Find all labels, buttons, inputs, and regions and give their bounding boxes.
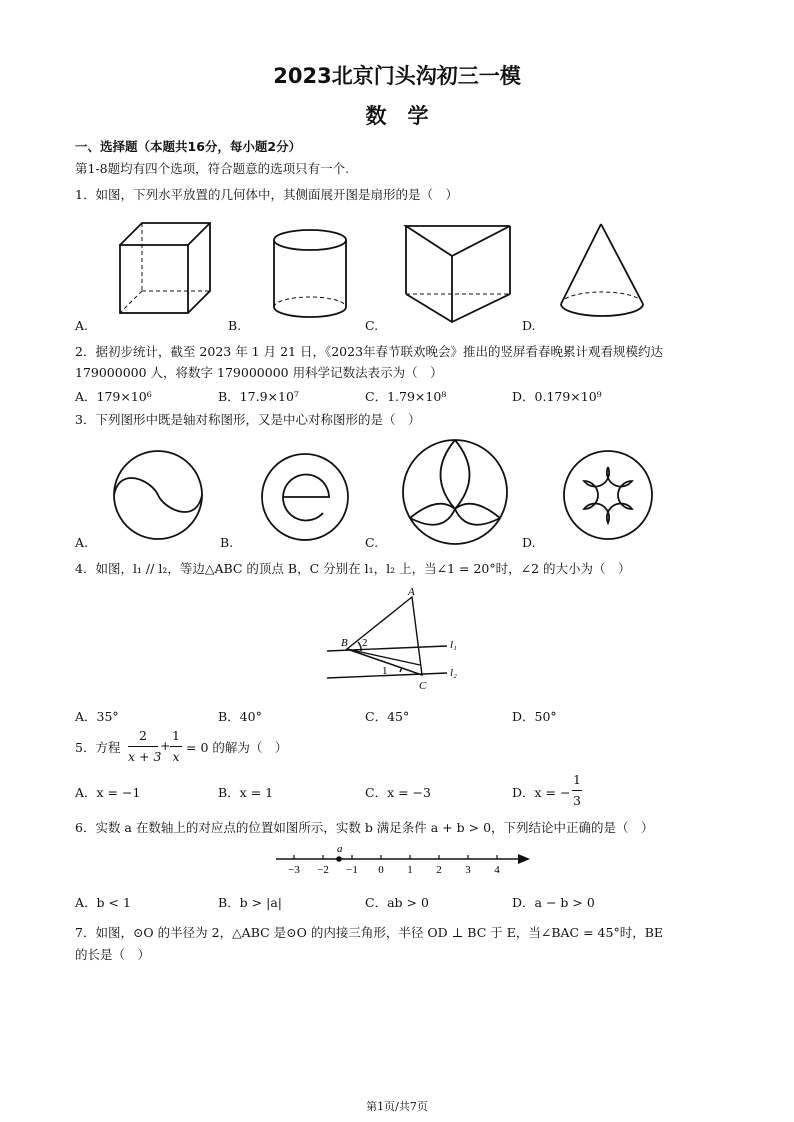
question-7-stem-line2: 的长是（ ） [75, 947, 151, 962]
q6-tick-label: 1 [407, 864, 413, 876]
q4-option-b[interactable]: B．40° [218, 709, 262, 724]
question-5-prefix: 5．方程 [75, 740, 121, 755]
q5-fraction2-denominator: x [172, 749, 180, 764]
q6-tick-label: −3 [288, 864, 300, 876]
q3-option-b[interactable]: B. [220, 535, 234, 550]
q6-tick-label: −2 [317, 864, 329, 876]
question-7-stem-line1: 7．如图，⊙O 的半径为 2，△ABC 是⊙O 的内接三角形，半径 OD ⊥ BC 于 E，当∠BAC = 45°时，BE [75, 925, 664, 940]
q6-point-a [336, 856, 342, 862]
q6-point-a-label: a [337, 843, 343, 855]
q1-option-b[interactable]: B. [228, 318, 242, 333]
q5-option-d-bar [572, 790, 582, 791]
q1-option-a[interactable]: A. [75, 318, 89, 333]
q5-option-d-denominator: 3 [573, 793, 581, 808]
q3-trefoil-figure [398, 435, 513, 550]
q2-option-a[interactable]: A．179×10⁶ [75, 389, 152, 404]
question-5-suffix: = 0 的解为（ ） [186, 740, 288, 755]
q4-label-c: C [419, 680, 427, 692]
q2-option-d[interactable]: D．0.179×10⁹ [512, 389, 602, 404]
q3-scalloped-hexagon-figure [558, 445, 658, 545]
q5-option-d-prefix[interactable]: D．x = − [512, 785, 571, 800]
q6-tick-label: 4 [494, 864, 500, 876]
question-6-stem: 6．实数 a 在数轴上的对应点的位置如图所示，实数 b 满足条件 a + b > 0，下列结论中正确的是（ ） [75, 820, 654, 835]
question-2-stem-line2: 179000000 人，将数字 179000000 用科学记数法表示为（ ） [75, 365, 443, 380]
q4-option-a[interactable]: A．35° [75, 709, 119, 724]
q6-option-c[interactable]: C．ab > 0 [365, 895, 429, 910]
q1-option-d[interactable]: D. [522, 318, 536, 333]
question-4-stem: 4．如图，l₁ // l₂，等边△ABC 的顶点 B，C 分别在 l₁，l₂ 上，当∠1 = 20°时，∠2 的大小为（ ） [75, 561, 631, 576]
q1-cube-figure [110, 215, 225, 325]
section-instruction: 第1-8题均有四个选项，符合题意的选项只有一个. [75, 161, 350, 176]
question-3-stem: 3．下列图形中既是轴对称图形，又是中心对称图形的是（ ） [75, 412, 421, 427]
q6-tick-label: 3 [465, 864, 471, 876]
q4-option-d[interactable]: D．50° [512, 709, 557, 724]
q4-label-angle2: 2 [362, 637, 368, 649]
q1-cone-figure [555, 222, 655, 327]
q3-option-d[interactable]: D. [522, 535, 536, 550]
q6-tick-label: 0 [378, 864, 384, 876]
question-1-stem: 1．如图，下列水平放置的几何体中，其侧面展开图是扇形的是（ ） [75, 187, 458, 202]
q5-option-b[interactable]: B．x = 1 [218, 785, 274, 800]
q5-fraction1-denominator: x + 3 [128, 749, 162, 764]
q3-option-a[interactable]: A. [75, 535, 89, 550]
q4-label-l2: l₂ [450, 667, 457, 679]
q6-tick-label: 2 [436, 864, 442, 876]
q5-plus-sign: + [160, 738, 171, 753]
q1-cylinder-figure [268, 222, 358, 327]
q5-option-c[interactable]: C．x = −3 [365, 785, 431, 800]
page-title: 2023北京门头沟初三一模 [273, 64, 521, 88]
q3-yin-yang-figure [108, 445, 208, 545]
q4-label-l1: l₁ [450, 639, 457, 651]
q4-triangle-figure [322, 585, 472, 695]
q1-prism-figure [400, 218, 520, 328]
subject-title: 数 学 [365, 104, 429, 128]
q1-option-c[interactable]: C. [365, 318, 379, 333]
q6-number-line-figure [272, 842, 532, 878]
q5-option-d-numerator: 1 [573, 772, 581, 787]
q5-option-a[interactable]: A．x = −1 [75, 785, 141, 800]
q4-label-a: A [408, 586, 415, 598]
q6-option-b[interactable]: B．b > |a| [218, 895, 282, 910]
q3-letter-e-figure [255, 447, 355, 547]
q4-label-b: B [341, 637, 348, 649]
q2-option-b[interactable]: B．17.9×10⁷ [218, 389, 299, 404]
q5-fraction2-numerator: 1 [172, 728, 180, 743]
q6-tick-label: −1 [346, 864, 358, 876]
section-heading: 一、选择题（本题共16分，每小题2分） [75, 139, 302, 154]
q5-fraction1-numerator: 2 [139, 728, 147, 743]
q5-fraction2-bar [170, 746, 182, 747]
q6-option-d[interactable]: D．a − b > 0 [512, 895, 595, 910]
q3-option-c[interactable]: C. [365, 535, 379, 550]
page-footer: 第1页/共7页 [366, 1100, 428, 1113]
q5-fraction1-bar [128, 746, 158, 747]
question-2-stem-line1: 2．据初步统计，截至 2023 年 1 月 21 日，《2023年春节联欢晚会》推出的竖屏看春晚累计观看规模约达 [75, 344, 664, 359]
q6-option-a[interactable]: A．b < 1 [75, 895, 131, 910]
q4-option-c[interactable]: C．45° [365, 709, 410, 724]
q4-label-angle1: 1 [382, 665, 388, 677]
q2-option-c[interactable]: C．1.79×10⁸ [365, 389, 447, 404]
